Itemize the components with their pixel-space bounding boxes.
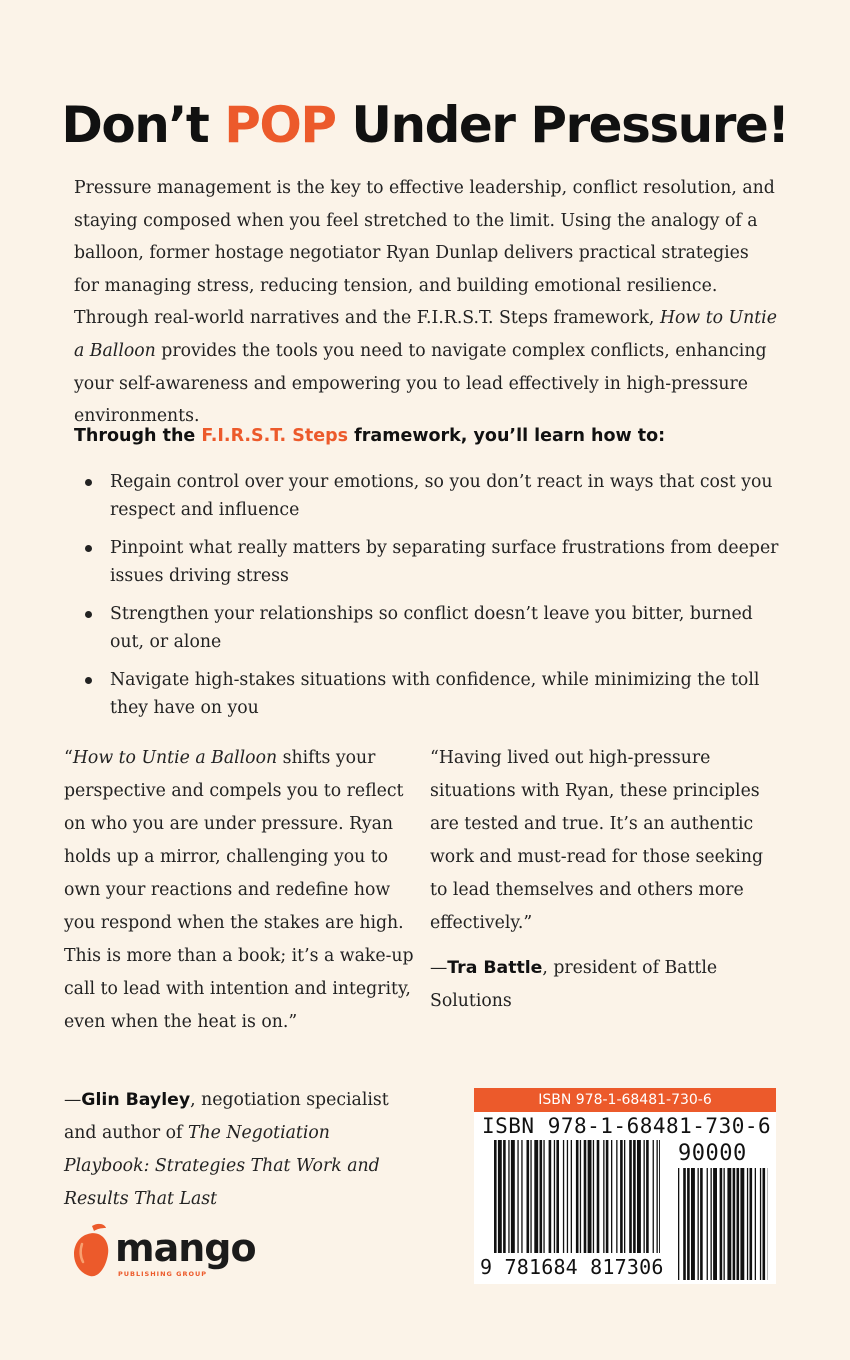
intro-part1: Pressure management is the key to effective leadership, conflict resolution, and staying composed when you feel stretched to the limit. Using the analogy of a balloon, former hostage negotiator Ryan Dunlap delivers practical strategies for managing stress, reducing tension, and building emotional resilience. Through real-world narratives and the F.I.R.S.T. Steps framework, bbox=[74, 178, 775, 329]
barcode-bar bbox=[624, 1140, 625, 1253]
barcode-bar bbox=[657, 1140, 658, 1253]
bullet-icon bbox=[85, 479, 92, 486]
barcode-bar bbox=[720, 1168, 723, 1280]
mango-fruit-icon bbox=[70, 1222, 118, 1282]
barcode-bar bbox=[644, 1140, 645, 1253]
learn-heading-accent: F.I.R.S.T. Steps bbox=[201, 426, 349, 446]
barcode-bar bbox=[698, 1168, 699, 1280]
bullet-icon bbox=[85, 677, 92, 684]
isbn-text: ISBN 978-1-68481-730-6 bbox=[482, 1114, 772, 1138]
barcode-bar bbox=[700, 1168, 703, 1280]
testimonial-left-text: shifts your perspective and compels you to reflect on who you are under pressure. Ryan holds up a mirror, challenging you to own your reactions and redefine how you respond when the stakes are high. This is more than a book; it’s a wake-up call to lead with intention and integrity, even when the heat is on.” bbox=[64, 748, 414, 1032]
barcode-digits: 9 781684 817306 bbox=[480, 1255, 664, 1279]
headline bbox=[0, 96, 850, 154]
isbn-label: ISBN 978-1-68481-730-6 bbox=[474, 1088, 776, 1112]
learn-list bbox=[74, 468, 779, 732]
testimonial-left-book: The Negotiation Playbook: Strategies That Work and Results That Last bbox=[64, 1123, 380, 1209]
barcode-bar bbox=[713, 1168, 717, 1280]
testimonial-right-role: , president of Battle Solutions bbox=[430, 958, 718, 1011]
list-item-text: Regain control over your emotions, so you don’t react in ways that cost you respect and influence bbox=[110, 472, 773, 520]
barcode-bar bbox=[498, 1140, 502, 1253]
intro-part2: provides the tools you need to navigate complex conflicts, enhancing your self-awareness and empowering you to lead effectively in high-pressure environments. bbox=[74, 340, 767, 427]
barcode-bar bbox=[760, 1168, 761, 1280]
bullet-icon bbox=[85, 611, 92, 618]
barcode-bar bbox=[521, 1140, 522, 1253]
attribution-dash: — bbox=[64, 1090, 82, 1110]
publisher-subtitle: PUBLISHING GROUP bbox=[118, 1270, 208, 1278]
barcode-bar bbox=[733, 1168, 736, 1280]
barcode-bar bbox=[747, 1168, 748, 1280]
testimonial-left-book-title: How to Untie a Balloon bbox=[72, 748, 278, 768]
headline-post: Under Pressure! bbox=[351, 96, 789, 154]
barcode-bar bbox=[584, 1140, 587, 1253]
testimonial-right-attribution bbox=[430, 952, 775, 1018]
barcode-bar bbox=[593, 1140, 594, 1253]
barcode-bar bbox=[603, 1140, 604, 1253]
list-item bbox=[74, 468, 779, 524]
list-item bbox=[74, 600, 779, 656]
barcode-bar bbox=[646, 1140, 649, 1253]
attribution-dash: — bbox=[430, 958, 448, 978]
list-item bbox=[74, 534, 779, 590]
price-code: 90000 bbox=[678, 1141, 747, 1166]
barcode-bar bbox=[678, 1168, 679, 1280]
testimonial-right-name: Tra Battle bbox=[447, 958, 543, 978]
isbn-barcode bbox=[474, 1088, 776, 1284]
testimonial-left-role: , negotiation specialist and author of bbox=[64, 1090, 389, 1143]
barcode-bar bbox=[527, 1140, 530, 1253]
barcode-bar bbox=[530, 1140, 531, 1253]
barcode-bar bbox=[687, 1168, 690, 1280]
barcode-bar bbox=[494, 1140, 497, 1253]
barcode-bar bbox=[543, 1140, 544, 1253]
list-item-text: Pinpoint what really matters by separating surface frustrations from deeper issues driving stress bbox=[110, 538, 779, 586]
barcode-bar bbox=[707, 1168, 708, 1280]
barcode-bar bbox=[517, 1140, 518, 1253]
quote-open-mark: “ bbox=[64, 748, 73, 768]
barcode-bar bbox=[616, 1140, 617, 1253]
barcode-bar bbox=[534, 1140, 538, 1253]
barcode-bar bbox=[653, 1140, 654, 1253]
list-item-text: Strengthen your relationships so conflict doesn’t leave you bitter, burned out, or alone bbox=[110, 604, 753, 652]
barcode-bar bbox=[563, 1140, 564, 1253]
barcode-bar bbox=[554, 1140, 555, 1253]
testimonial-right bbox=[430, 742, 775, 940]
barcode-bar bbox=[567, 1140, 568, 1253]
intro-paragraph bbox=[74, 172, 779, 433]
barcode-bar bbox=[571, 1140, 572, 1253]
barcode-bar bbox=[711, 1168, 712, 1280]
barcode-bar bbox=[580, 1140, 581, 1253]
list-item-text: Navigate high-stakes situations with confidence, while minimizing the toll they have on you bbox=[110, 670, 760, 718]
learn-heading-pre: Through the bbox=[74, 426, 196, 446]
headline-accent: POP bbox=[224, 96, 336, 154]
publisher-name: mango bbox=[115, 1226, 256, 1270]
headline-pre: Don’t bbox=[61, 96, 209, 154]
barcode-bar bbox=[606, 1140, 609, 1253]
barcode-bar bbox=[659, 1140, 660, 1253]
quote-open-mark: “ bbox=[430, 748, 439, 768]
barcode-bar bbox=[755, 1168, 756, 1280]
testimonial-left-name: Glin Bayley bbox=[81, 1090, 191, 1110]
intro-book-title: How to Untie a Balloon bbox=[74, 308, 777, 361]
barcode-bar bbox=[763, 1168, 766, 1280]
barcode-bar bbox=[737, 1168, 740, 1280]
learn-heading bbox=[74, 426, 779, 446]
testimonial-left-attribution bbox=[64, 1084, 414, 1216]
barcode-bar bbox=[549, 1140, 552, 1253]
publisher-logo bbox=[70, 1222, 256, 1282]
barcode-bar bbox=[740, 1168, 744, 1280]
testimonial-left bbox=[64, 742, 414, 1039]
barcode-bar bbox=[691, 1168, 695, 1280]
barcode-bar bbox=[540, 1140, 543, 1253]
barcode-bar bbox=[611, 1140, 612, 1253]
barcode-bar bbox=[620, 1140, 623, 1253]
bullet-icon bbox=[85, 545, 92, 552]
barcode-bar bbox=[597, 1140, 600, 1253]
learn-heading-post: framework, you’ll learn how to: bbox=[354, 426, 666, 446]
testimonial-right-text: Having lived out high-pressure situations with Ryan, these principles are tested and true. It’s an authentic work and must-read for those seeking to lead themselves and others more effectively.” bbox=[430, 748, 764, 933]
barcode-bar bbox=[750, 1168, 753, 1280]
barcode-bar bbox=[588, 1140, 592, 1253]
barcode-bar bbox=[556, 1140, 559, 1253]
barcode-bar bbox=[633, 1140, 636, 1253]
barcode-bar bbox=[727, 1168, 731, 1280]
list-item bbox=[74, 666, 779, 722]
barcode-bar bbox=[508, 1140, 509, 1253]
barcode-bar bbox=[629, 1140, 632, 1253]
barcode-bar bbox=[503, 1140, 506, 1253]
barcode-bar bbox=[724, 1168, 725, 1280]
barcode-bar bbox=[637, 1140, 641, 1253]
barcode-bar bbox=[683, 1168, 686, 1280]
barcode-bar bbox=[576, 1140, 579, 1253]
barcode-bar bbox=[511, 1140, 515, 1253]
